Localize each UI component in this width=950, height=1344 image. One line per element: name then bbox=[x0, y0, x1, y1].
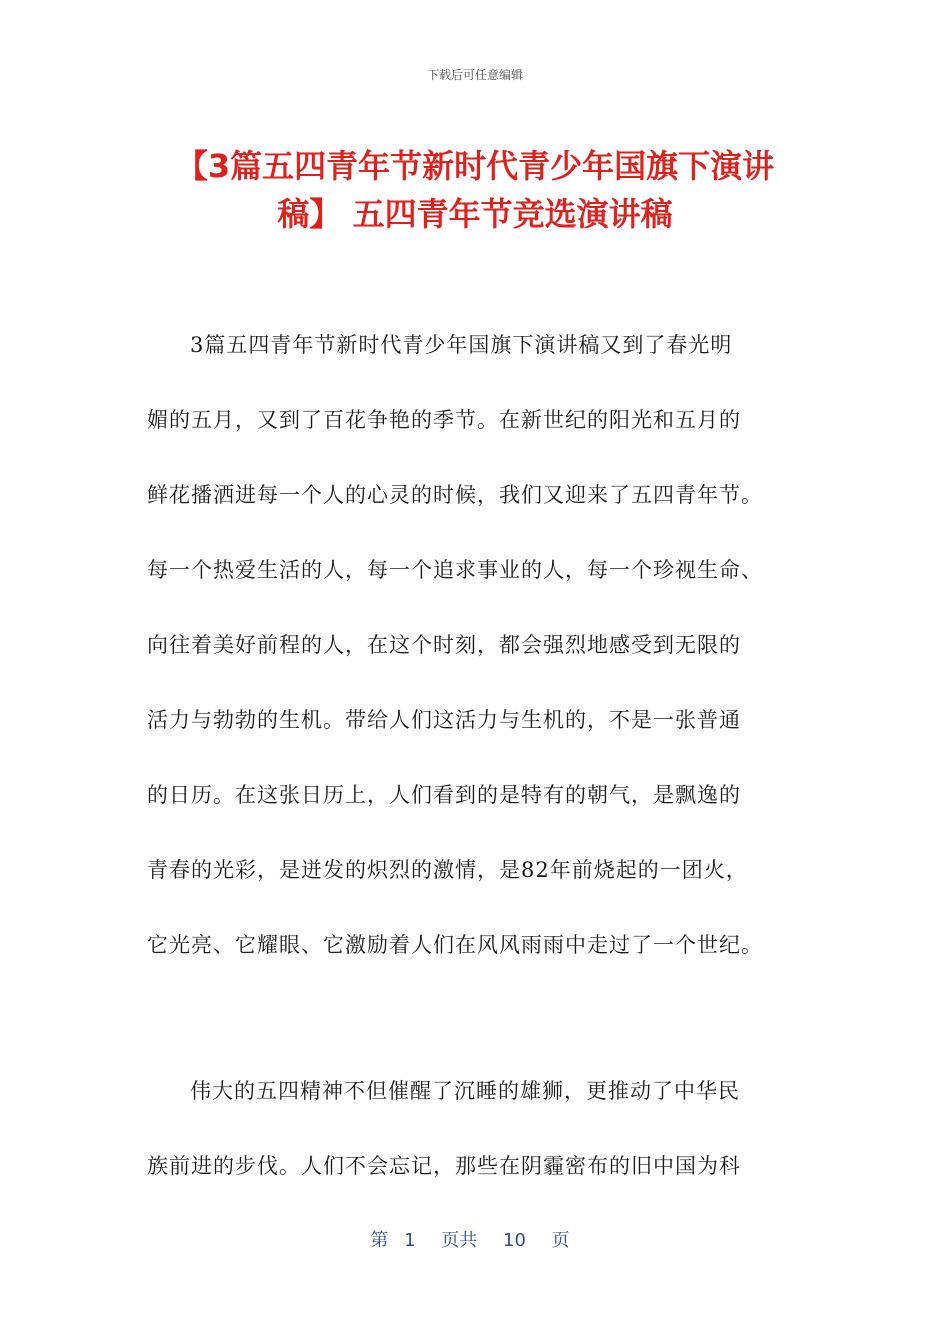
paragraph-line: 媚的五月，又到了百花争艳的季节。在新世纪的阳光和五月的 bbox=[147, 408, 741, 432]
document-title bbox=[130, 142, 820, 238]
page-number: 1 bbox=[404, 1230, 416, 1251]
paragraph-line: 伟大的五四精神不但催醒了沉睡的雄狮，更推动了中华民 bbox=[190, 1079, 740, 1103]
title-line-1: 【3篇五四青年节新时代青少年国旗下演讲 bbox=[175, 147, 775, 185]
title-line-2: 稿】 五四青年节竞选演讲稿 bbox=[277, 195, 673, 233]
paragraph-line: 鲜花播洒进每一个人的心灵的时候，我们又迎来了五四青年节。 bbox=[147, 483, 763, 507]
page-middle: 页共 bbox=[441, 1230, 478, 1251]
paragraph-line: 向往着美好前程的人，在这个时刻，都会强烈地感受到无限的 bbox=[147, 633, 741, 657]
paragraph-line: 每一个热爱生活的人，每一个追求事业的人，每一个珍视生命、 bbox=[147, 558, 763, 582]
page-footer bbox=[0, 1226, 950, 1252]
paragraph-line: 族前进的步伐。人们不会忘记，那些在阴霾密布的旧中国为科 bbox=[147, 1154, 741, 1178]
paragraph-line: 青春的光彩，是迸发的炽烈的激情，是82年前烧起的一团火， bbox=[147, 858, 748, 882]
paragraph-line: 的日历。在这张日历上，人们看到的是特有的朝气，是飘逸的 bbox=[147, 783, 741, 807]
total-pages: 10 bbox=[503, 1230, 526, 1251]
paragraph-2 bbox=[147, 1071, 807, 1221]
paragraph-line: 它光亮、它耀眼、它激励着人们在风风雨雨中走过了一个世纪。 bbox=[147, 933, 763, 957]
paragraph-line: 3篇五四青年节新时代青少年国旗下演讲稿又到了春光明 bbox=[190, 333, 733, 357]
page-prefix: 第 bbox=[370, 1230, 389, 1251]
paragraph-line: 活力与勃勃的生机。带给人们这活力与生机的，不是一张普通 bbox=[147, 708, 741, 732]
paragraph-1 bbox=[147, 325, 807, 1000]
page-header-note: 下载后可任意编辑 bbox=[426, 68, 523, 82]
page-suffix: 页 bbox=[551, 1230, 570, 1251]
